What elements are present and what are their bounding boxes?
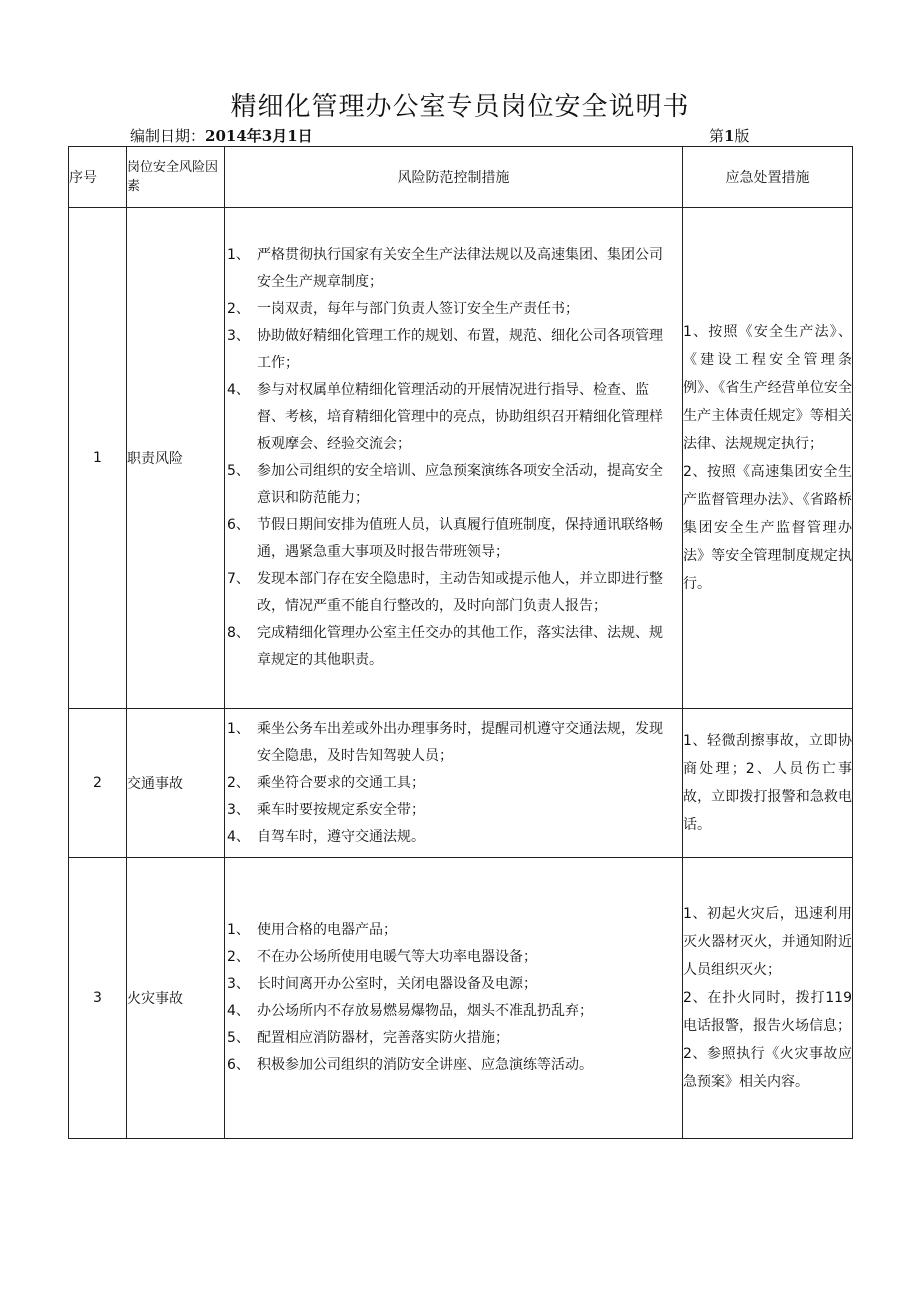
measure-text: 参加公司组织的安全培训、应急预案演练各项安全活动，提高安全意识和防范能力； xyxy=(257,463,663,506)
header-risk-factor: 岗位安全风险因素 xyxy=(127,147,225,208)
emergency-measure-item: 2、按照《高速集团安全生产监督管理办法》、《省路桥集团安全生产监督管理办法》等安全管理制度规定执行。 xyxy=(683,464,852,592)
measure-number: 5、 xyxy=(227,463,250,479)
measure-number: 3、 xyxy=(227,801,250,818)
measure-text: 完成精细化管理办公室主任交办的其他工作，落实法律、法规、规章规定的其他职责。 xyxy=(257,625,663,668)
measure-text: 乘坐符合要求的交通工具； xyxy=(257,774,425,791)
table-header-row xyxy=(69,147,853,208)
emergency-measure-item: 1、按照《安全生产法》、《建设工程安全管理条例》、《省生产经营单位安全生产主体责任规定》等相关法律、法规规定执行； xyxy=(683,324,852,452)
measure-number: 6、 xyxy=(227,517,250,533)
measure-text: 协助做好精细化管理工作的规划、布置，规范、细化公司各项管理工作； xyxy=(257,328,663,371)
emergency-measure-item: 1、初起火灾后，迅速利用灭火器材灭火，并通知附近人员组织灭火； xyxy=(683,906,852,978)
table-row xyxy=(69,858,853,1139)
control-measures-cell xyxy=(225,858,683,1139)
control-measures-list xyxy=(225,917,682,1079)
compile-date-value: 2014年3月1日 xyxy=(205,127,313,145)
control-measure-item xyxy=(227,1052,676,1079)
risk-table xyxy=(68,146,853,1139)
control-measure-item xyxy=(227,797,676,824)
version-number: 1 xyxy=(724,127,735,145)
emergency-measures-cell xyxy=(683,208,853,709)
measure-text: 不在办公场所使用电暖气等大功率电器设备； xyxy=(257,949,537,965)
measure-number: 1、 xyxy=(227,922,250,938)
measure-text: 参与对权属单位精细化管理活动的开展情况进行指导、检查、监督、考核，培育精细化管理中的亮点，协助组织召开精细化管理样板观摩会、经验交流会； xyxy=(257,382,663,452)
emergency-measures-cell xyxy=(683,858,853,1139)
measure-text: 积极参加公司组织的消防安全讲座、应急演练等活动。 xyxy=(257,1057,593,1073)
row-number: 1 xyxy=(69,208,127,709)
control-measures-list xyxy=(225,716,682,851)
table-body xyxy=(69,208,853,1139)
control-measure-item xyxy=(227,770,676,797)
measure-number: 3、 xyxy=(227,976,250,992)
measure-number: 6、 xyxy=(227,1057,250,1073)
measure-number: 7、 xyxy=(227,571,250,587)
measure-text: 乘车时要按规定系安全带； xyxy=(257,801,425,818)
header-control-measures: 风险防范控制措施 xyxy=(225,147,683,208)
control-measure-item xyxy=(227,458,676,512)
measure-number: 2、 xyxy=(227,949,250,965)
control-measure-item xyxy=(227,716,676,770)
row-number: 3 xyxy=(69,858,127,1139)
compile-date-label: 编制日期： xyxy=(130,127,206,145)
control-measure-item xyxy=(227,824,676,851)
measure-number: 2、 xyxy=(227,301,250,317)
measure-text: 配置相应消防器材，完善落实防火措施； xyxy=(257,1030,509,1046)
measure-text: 一岗双责，每年与部门负责人签订安全生产责任书； xyxy=(257,301,579,317)
emergency-measure-item: 2、参照执行《火灾事故应急预案》相关内容。 xyxy=(683,1046,852,1090)
emergency-measure-item: 2、在扑火同时，拨打119电话报警，报告火场信息； xyxy=(683,990,852,1034)
measure-number: 4、 xyxy=(227,382,250,398)
table-row xyxy=(69,208,853,709)
row-number: 2 xyxy=(69,709,127,858)
measure-number: 4、 xyxy=(227,1003,250,1019)
control-measures-list xyxy=(225,242,682,674)
document-title: 精细化管理办公室专员岗位安全说明书 xyxy=(230,92,690,122)
header-emergency-measures: 应急处置措施 xyxy=(683,147,853,208)
control-measure-item xyxy=(227,917,676,944)
measure-number: 3、 xyxy=(227,328,250,344)
control-measure-item xyxy=(227,971,676,998)
control-measure-item xyxy=(227,323,676,377)
control-measure-item xyxy=(227,944,676,971)
version-suffix: 版 xyxy=(734,127,750,145)
risk-factor: 火灾事故 xyxy=(127,858,225,1139)
emergency-measures-cell xyxy=(683,709,853,858)
control-measure-item xyxy=(227,377,676,458)
measure-number: 4、 xyxy=(227,828,250,845)
version-prefix: 第 xyxy=(709,127,725,145)
measure-number: 1、 xyxy=(227,720,250,737)
control-measure-item xyxy=(227,620,676,674)
control-measure-item xyxy=(227,566,676,620)
measure-text: 使用合格的电器产品； xyxy=(257,922,397,938)
control-measure-item xyxy=(227,296,676,323)
measure-text: 发现本部门存在安全隐患时，主动告知或提示他人，并立即进行整改，情况严重不能自行整改的，及时向部门负责人报告； xyxy=(257,571,663,614)
measure-text: 自驾车时，遵守交通法规。 xyxy=(257,828,425,845)
control-measure-item xyxy=(227,998,676,1025)
version-info xyxy=(709,125,749,146)
emergency-measure-item: 1、轻微刮擦事故，立即协商处理；2、人员伤亡事故，立即拨打报警和急救电话。 xyxy=(683,733,852,833)
header-no: 序号 xyxy=(69,147,127,208)
measure-text: 办公场所内不存放易燃易爆物品，烟头不准乱扔乱弃； xyxy=(257,1003,593,1019)
measure-text: 节假日期间安排为值班人员，认真履行值班制度，保持通讯联络畅通，遇紧急重大事项及时报告带班领导； xyxy=(257,517,663,560)
measure-text: 严格贯彻执行国家有关安全生产法律法规以及高速集团、集团公司安全生产规章制度； xyxy=(257,247,663,290)
measure-number: 8、 xyxy=(227,625,250,641)
measure-number: 1、 xyxy=(227,247,250,263)
measure-text: 乘坐公务车出差或外出办理事务时，提醒司机遵守交通法规，发现安全隐患，及时告知驾驶人员； xyxy=(257,720,663,764)
table-row xyxy=(69,709,853,858)
control-measure-item xyxy=(227,512,676,566)
risk-factor: 职责风险 xyxy=(127,208,225,709)
measure-text: 长时间离开办公室时，关闭电器设备及电源； xyxy=(257,976,537,992)
measure-number: 2、 xyxy=(227,774,250,791)
control-measure-item xyxy=(227,242,676,296)
measure-number: 5、 xyxy=(227,1030,250,1046)
control-measure-item xyxy=(227,1025,676,1052)
control-measures-cell xyxy=(225,709,683,858)
control-measures-cell xyxy=(225,208,683,709)
compile-date xyxy=(130,125,313,146)
risk-factor: 交通事故 xyxy=(127,709,225,858)
